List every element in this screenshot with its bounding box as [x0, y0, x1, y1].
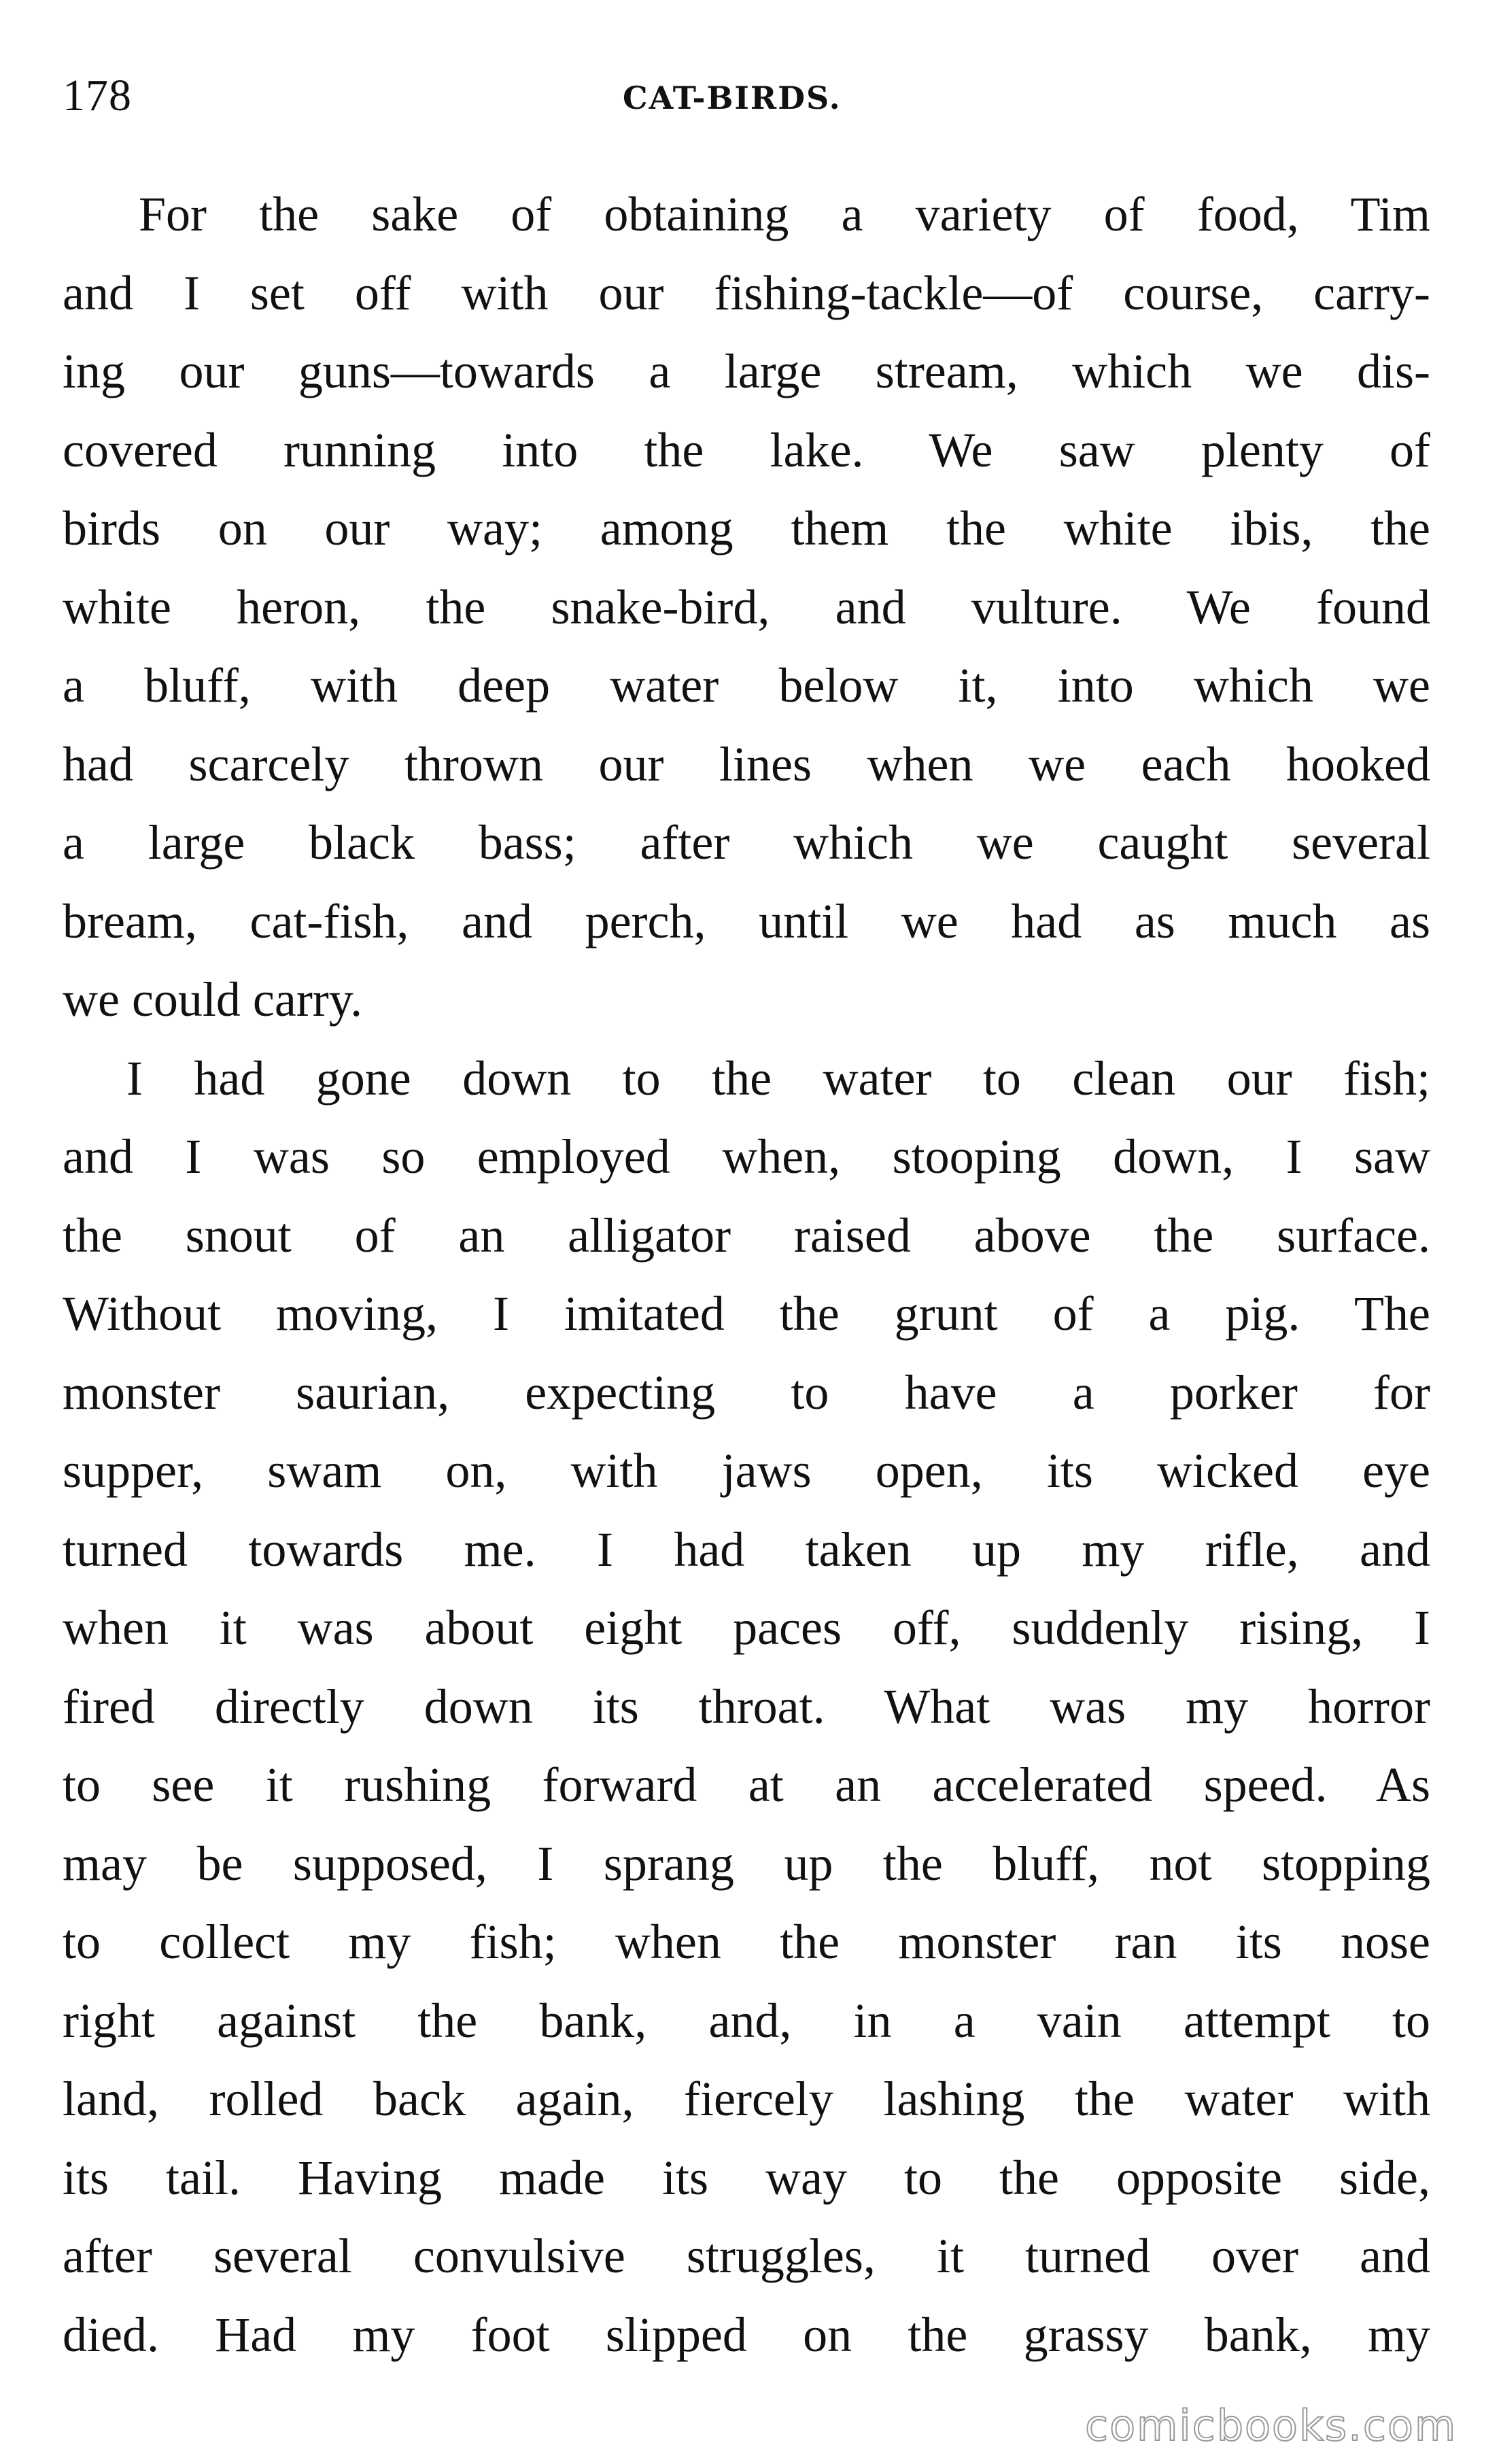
text-line: the snout of an alligator raised above the surface. — [63, 1208, 1430, 1263]
text-line: monster saurian, expecting to have a porker for — [63, 1365, 1430, 1420]
text-line: bream, cat-fish, and perch, until we had as much as — [63, 893, 1430, 948]
running-head — [63, 65, 1429, 126]
text-line: to collect my fish; when the monster ran its nose — [63, 1915, 1430, 1969]
text-line: land, rolled back again, fiercely lashing the water with — [63, 2072, 1430, 2126]
running-title: CAT-BIRDS. — [623, 80, 842, 116]
text-line: For the sake of obtaining a variety of food, Tim — [139, 187, 1430, 241]
text-line: and I was so employed when, stooping down, I saw — [63, 1129, 1430, 1184]
text-line: supper, swam on, with jaws open, its wicked eye — [63, 1443, 1430, 1498]
text-line: covered running into the lake. We saw plenty of — [63, 422, 1430, 477]
text-line: had scarcely thrown our lines when we each hooked — [63, 736, 1430, 791]
paragraph-1 — [63, 175, 1430, 1040]
text-line: may be supposed, I sprang up the bluff, not stopping — [63, 1836, 1430, 1891]
text-line: and I set off with our fishing-tackle—of course, carry- — [63, 265, 1430, 320]
paragraph-2 — [63, 1040, 1430, 2375]
text-line: we could carry. — [63, 972, 363, 1027]
text-line: its tail. Having made its way to the opposite side, — [63, 2150, 1430, 2205]
text-line: white heron, the snake-bird, and vulture. We found — [63, 579, 1430, 634]
text-line: to see it rushing forward at an accelerated speed. As — [63, 1758, 1430, 1812]
text-line: died. Had my foot slipped on the grassy bank, my — [63, 2307, 1430, 2362]
text-line: after several convulsive struggles, it turned over and — [63, 2229, 1430, 2283]
text-line: Without moving, I imitated the grunt of a pig. The — [63, 1286, 1430, 1341]
text-line: turned towards me. I had taken up my rifle, and — [63, 1522, 1430, 1577]
text-line: birds on our way; among them the white ibis, the — [63, 501, 1430, 555]
text-line: ing our guns—towards a large stream, which we dis- — [63, 344, 1430, 398]
text-line: fired directly down its throat. What was my horror — [63, 1679, 1430, 1734]
text-line: when it was about eight paces off, suddenly rising, I — [63, 1601, 1430, 1655]
text-line: right against the bank, and, in a vain attempt to — [63, 1993, 1430, 2048]
body-text — [63, 175, 1430, 2374]
text-line: a large black bass; after which we caught several — [63, 815, 1430, 870]
text-line: I had gone down to the water to clean our fish; — [126, 1050, 1430, 1106]
watermark: comicbooks.com — [1085, 2401, 1457, 2450]
text-line: a bluff, with deep water below it, into which we — [63, 658, 1430, 713]
page-number: 178 — [63, 71, 132, 120]
